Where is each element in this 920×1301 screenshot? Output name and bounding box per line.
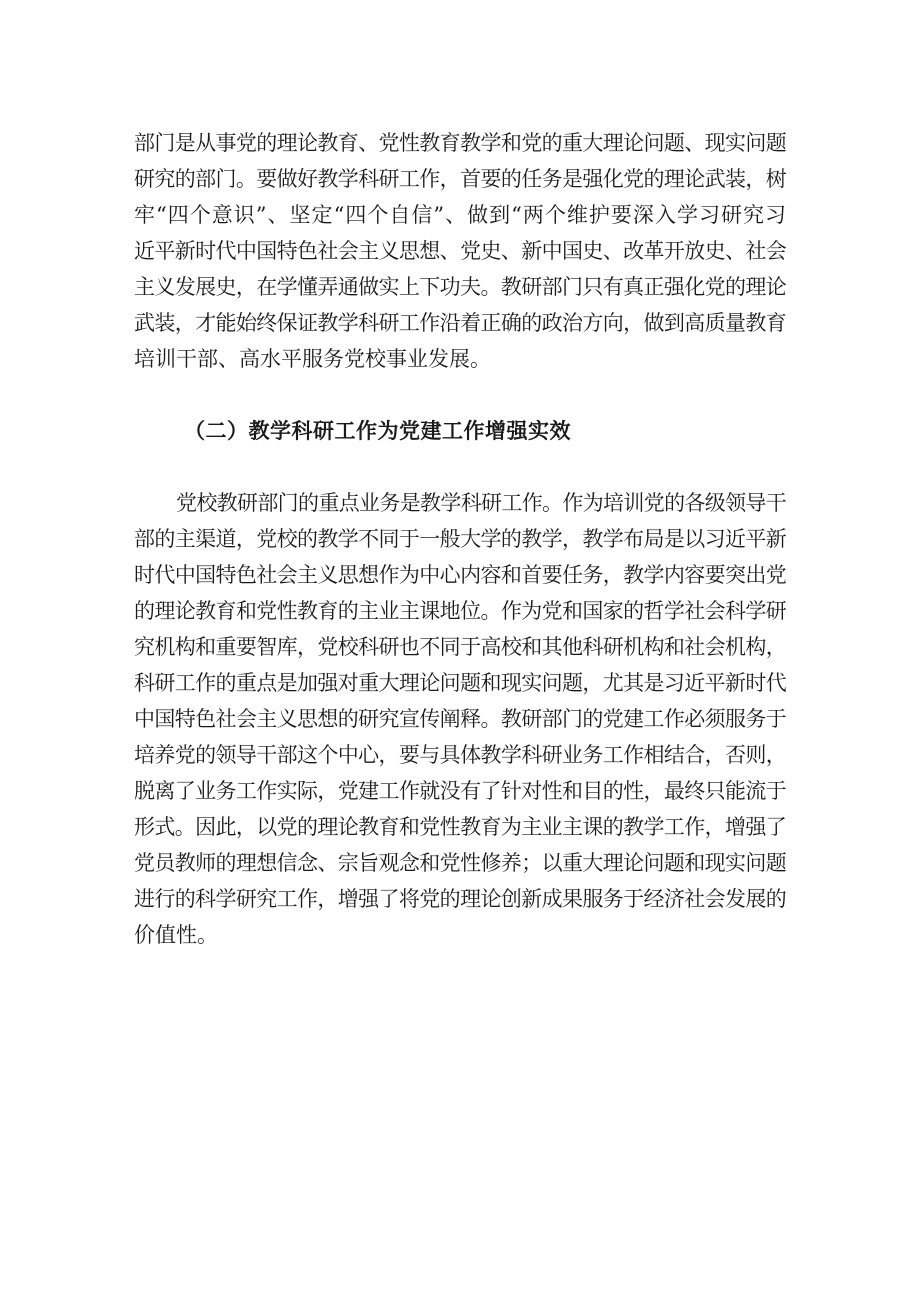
paragraph-line: 部门是从事党的理论教育、党性教育教学和党的重大理论问题、现实问题 xyxy=(134,131,786,155)
paragraph-line: 究机构和重要智库，党校科研也不同于高校和其他科研机构和社会机构， xyxy=(134,635,786,659)
paragraph-line: 科研工作的重点是加强对重大理论问题和现实问题，尤其是习近平新时代 xyxy=(134,671,786,695)
paragraph-line: 党校教研部门的重点业务是教学科研工作。作为培训党的各级领导干 xyxy=(176,491,786,515)
paragraph-line: 研究的部门。要做好教学科研工作，首要的任务是强化党的理论武装，树 xyxy=(134,167,786,191)
paragraph-line: 脱离了业务工作实际，党建工作就没有了针对性和目的性，最终只能流于 xyxy=(134,779,786,803)
paragraph-line: 培养党的领导干部这个中心，要与具体教学科研业务工作相结合，否则， xyxy=(134,743,786,767)
paragraph-line: 部的主渠道，党校的教学不同于一般大学的教学，教学布局是以习近平新 xyxy=(134,527,786,551)
paragraph-line: 进行的科学研究工作，增强了将党的理论创新成果服务于经济社会发展的 xyxy=(134,887,786,911)
section-heading: （二）教学科研工作为党建工作增强实效 xyxy=(184,418,571,443)
paragraph-line: 时代中国特色社会主义思想作为中心内容和首要任务，教学内容要突出党 xyxy=(134,563,786,587)
paragraph-line: 中国特色社会主义思想的研究宣传阐释。教研部门的党建工作必须服务于 xyxy=(134,707,786,731)
paragraph-line: 价值性。 xyxy=(134,923,218,947)
paragraph-line: 党员教师的理想信念、宗旨观念和党性修养；以重大理论问题和现实问题 xyxy=(134,851,786,875)
paragraph-line: 主义发展史，在学懂弄通做实上下功夫。教研部门只有真正强化党的理论 xyxy=(134,275,786,299)
paragraph-line: 武装，才能始终保证教学科研工作沿着正确的政治方向，做到高质量教育 xyxy=(134,311,786,335)
paragraph-line: 近平新时代中国特色社会主义思想、党史、新中国史、改革开放史、社会 xyxy=(134,239,786,263)
paragraph-line: 形式。因此，以党的理论教育和党性教育为主业主课的教学工作，增强了 xyxy=(134,815,786,839)
paragraph-line: 的理论教育和党性教育的主业主课地位。作为党和国家的哲学社会科学研 xyxy=(134,599,786,623)
paragraph-line: 牢“四个意识”、坚定“四个自信”、做到“两个维护要深入学习研究习 xyxy=(134,203,786,227)
paragraph-line: 培训干部、高水平服务党校事业发展。 xyxy=(134,347,491,371)
